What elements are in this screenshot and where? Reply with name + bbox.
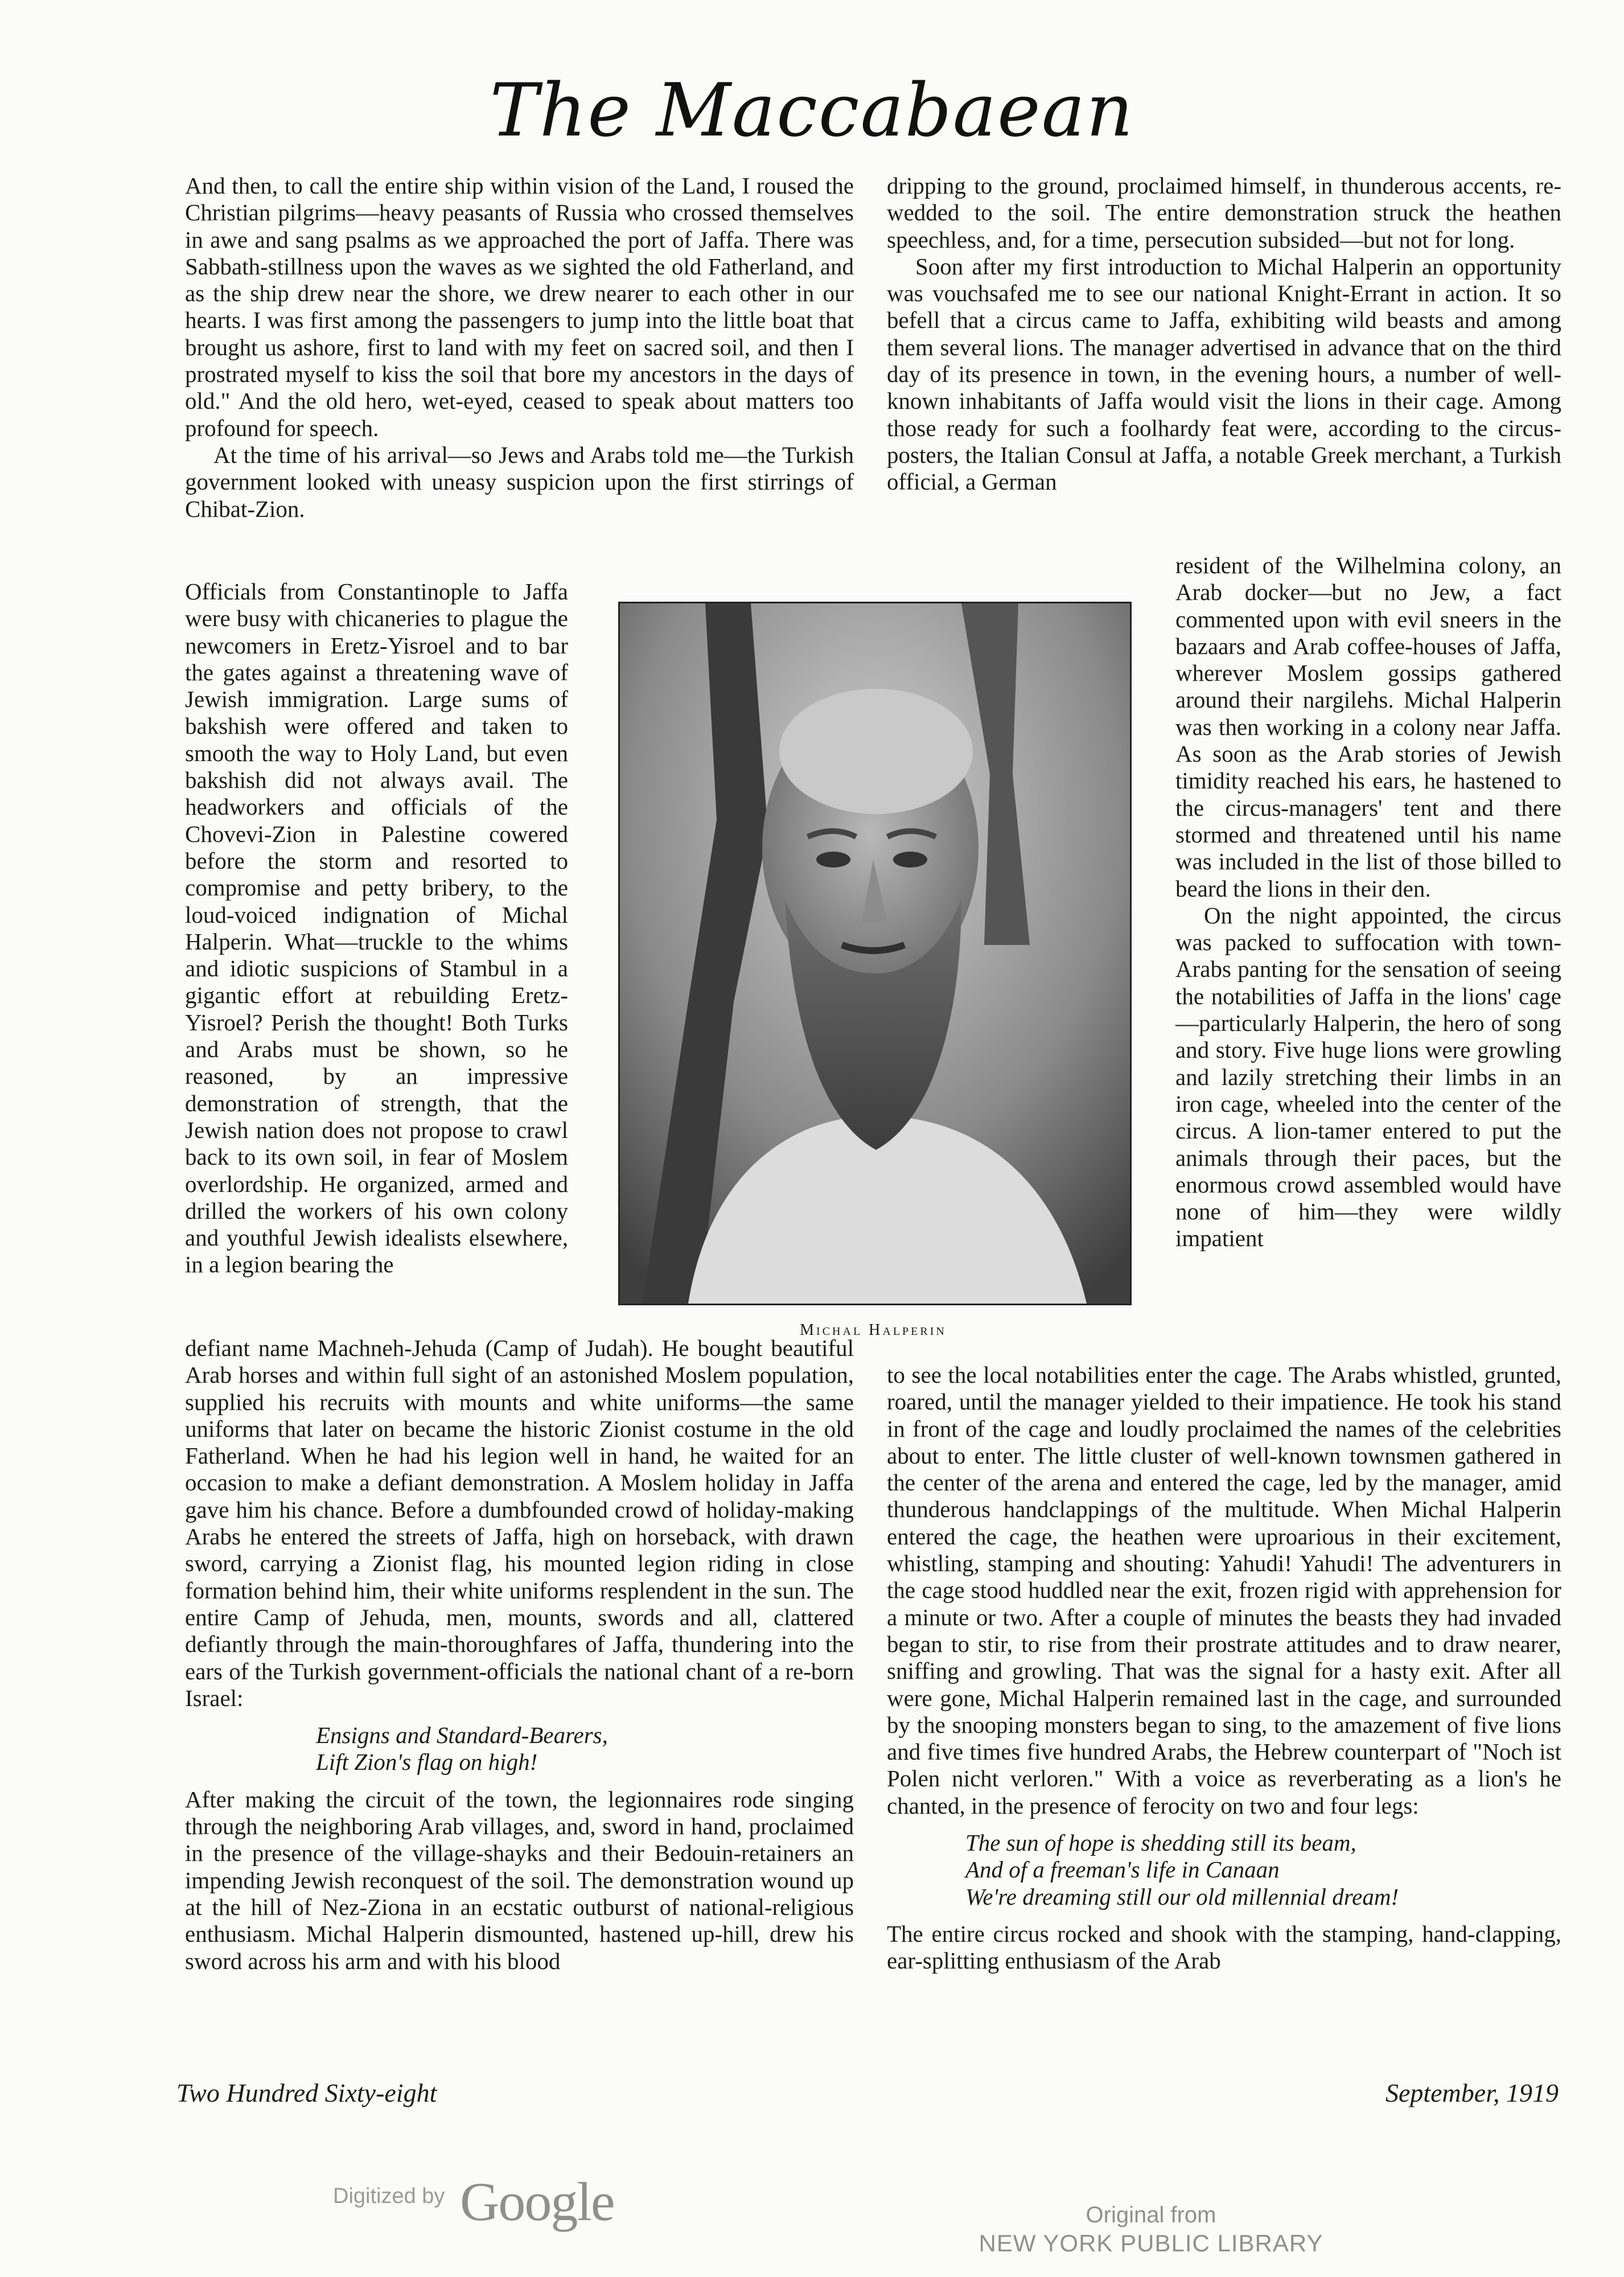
photo-caption: Michal Halperin [800, 1321, 947, 1339]
paragraph: Soon after my first introduction to Michal Halperin an opportunity was vouchsafed me to see our national Knight-Errant in action. It so befell that a circus came to Jaffa, exhibiting wild beasts and among them several lions. The manager advertised in advance that on the third day of its presence in town, in the evening hours, a number of well-known inhabitants of Jaffa would visit the lions in their cage. Among those ready for such a foolhardy feat were, according to the circus-posters, the Italian Consul at Jaffa, a notable Greek merchant, a Turkish official, a German [887, 253, 1561, 495]
digitized-label: Digitized by [333, 2184, 445, 2208]
paragraph: defiant name Machneh-Jehuda (Camp of Judah). He bought beautiful Arab horses and within full sight of an astonished Moslem population, supplied his recruits with mounts and white uniforms—the same uniforms that later on became the historic Zionist costume in the old Fatherland. When he had his legion well in hand, he waited for an occasion to make a defiant demonstration. A Moslem holiday in Jaffa gave him his chance. Before a dumbfounded crowd of holiday-making Arabs he entered the streets of Jaffa, high on horseback, with drawn sword, carrying a Zionist flag, his mounted legion riding in close formation behind him, their white uniforms resplendent in the sun. The entire Camp of Jehuda, men, mounts, swords and all, clattered defiantly through the main-thoroughfares of Jaffa, thundering into the ears of the Turkish government-officials the national chant of a re-born Israel: [185, 1335, 854, 1711]
right-column-top [887, 172, 1561, 496]
paragraph: Officials from Constantinople to Jaffa were busy with chicaneries to plague the newcomers in Eretz-Yisroel and to bar the gates against a threatening wave of Jewish immigration. Large sums of bakshish were offered and taken to smooth the way to Holy Land, but even bakshish did not always avail. The headworkers and officials of the Chovevi-Zion in Palestine cowered before the storm and resorted to compromise and petty bribery, to the loud-voiced indignation of Michal Halperin. What—truckle to the whims and idiotic suspicions of Stambul in a gigantic effort at rebuilding Eretz-Yisroel? Perish the thought! Both Turks and Arabs must be shown, so he reasoned, by an impressive demonstration of strength, that the Jewish nation does not propose to crawl back to its own soil, in fear of Moslem overlordship. He organized, armed and drilled the workers of his own colony and youthful Jewish idealists elsewhere, in a legion bearing the [185, 578, 568, 1278]
library-name: NEW YORK PUBLIC LIBRARY [978, 2230, 1323, 2257]
right-column-wrap [1175, 552, 1561, 1252]
verse-line: Lift Zion's flag on high! [316, 1749, 538, 1775]
verse-line: Ensigns and Standard-Bearers, [316, 1722, 608, 1749]
verse-block [887, 1830, 1561, 1910]
verse-line: We're dreaming still our old millennial dream! [965, 1883, 1399, 1910]
google-logo: Google [460, 2171, 614, 2232]
verse-line: The sun of hope is shedding still its beam, [965, 1830, 1356, 1856]
verse-block [185, 1722, 854, 1776]
left-column-top [185, 172, 854, 523]
paragraph: to see the local notabilities enter the cage. The Arabs whistled, grunted, roared, until the manager yielded to their impatience. He took his stand in front of the cage and loudly proclaimed the names of the celebrities about to enter. The little cluster of well-known townsmen gathered in the center of the arena and entered the cage, led by the manager, amid thunderous handclappings of the multitude. When Michal Halperin entered the cage, the heathen were uproarious in their excitement, whistling, stamping and shouting: Yahudi! Yahudi! The adventurers in the cage stood huddled near the exit, frozen rigid with apprehension for a minute or two. After a couple of minutes the beasts they had invaded began to stir, to rise from their prostrate attitudes and to draw nearer, sniffing and growling. That was the signal for a hasty exit. After all were gone, Michal Halperin remained last in the cage, and surrounded by the snooping monsters began to sing, to the amazement of five lions and five times five hundred Arabs, the Hebrew counterpart of "Noch ist Polen nicht verloren." With a voice as reverberating as a lion's he chanted, in the presence of ferocity on two and four legs: [887, 1362, 1561, 1819]
paragraph: The entire circus rocked and shook with the stamping, hand-clapping, ear-splitting enthusiasm of the Arab [887, 1920, 1561, 1974]
portrait-image [620, 603, 1130, 1304]
paragraph: resident of the Wilhelmina colony, an Arab docker—but no Jew, a fact commented upon with evil sneers in the bazaars and Arab coffee-houses of Jaffa, wherever Moslem gossips gathered around their nargilehs. Michal Halperin was then working in a colony near Jaffa. As soon as the Arab stories of Jewish timidity reached his ears, he hastened to the circus-managers' tent and there stormed and threatened until his name was included in the list of those billed to beard the lions in their den. [1175, 552, 1561, 902]
page-number: Two Hundred Sixty-eight [176, 2078, 437, 2107]
paragraph: On the night appointed, the circus was packed to suffocation with town-Arabs panting for the sensation of seeing the notabilities of Jaffa in the lions' cage—particularly Halperin, the hero of song and story. Five huge lions were growling and lazily stretching their limbs in an iron cage, wheeled into the center of the circus. A lion-tamer entered to put the animals through their paces, but the enormous crowd assembled would have none of him—they were wildly impatient [1175, 902, 1561, 1252]
paragraph: And then, to call the entire ship within vision of the Land, I roused the Christian pilgrims—heavy peasants of Russia who crossed themselves in awe and sang psalms as we approached the port of Jaffa. There was Sabbath-stillness upon the waves as we sighted the old Fatherland, and as the ship drew near the shore, we drew nearer to each other in our hearts. I was first among the passengers to jump into the little boat that brought us ashore, first to land with my feet on sacred soil, and then I prostrated myself to kiss the soil that bore my ancestors in the days of old." And the old hero, wet-eyed, ceased to speak about matters too profound for speech. [185, 172, 854, 441]
left-column-wrap [185, 578, 568, 1279]
left-column-bottom [185, 1335, 854, 1975]
original-from-label: Original from [1086, 2202, 1216, 2227]
portrait-photo [618, 602, 1132, 1305]
masthead-title: The Maccabaean [490, 68, 1134, 153]
paragraph: dripping to the ground, proclaimed himself, in thunderous accents, re-wedded to the soil. The entire demonstration struck the heathen speechless, and, for a time, persecution subsided—but not for long. [887, 172, 1561, 253]
verse-line: And of a freeman's life in Canaan [965, 1856, 1280, 1883]
paragraph: After making the circuit of the town, the legionnaires rode singing through the neighboring Arab villages, and, sword in hand, proclaimed in the presence of the village-shayks and their Bedouin-retainers an impending Jewish reconquest of the soil. The demonstration wound up at the hill of Nez-Ziona in an ecstatic outburst of national-religious enthusiasm. Michal Halperin dismounted, hastened up-hill, drew his sword across his arm and with his blood [185, 1786, 854, 1974]
issue-date: September, 1919 [1385, 2078, 1559, 2107]
library-credit [975, 2201, 1327, 2258]
right-column-bottom [887, 1362, 1561, 1975]
paragraph: At the time of his arrival—so Jews and Arabs told me—the Turkish government looked with uneasy suspicion upon the first stirrings of Chibat-Zion. [185, 441, 854, 522]
